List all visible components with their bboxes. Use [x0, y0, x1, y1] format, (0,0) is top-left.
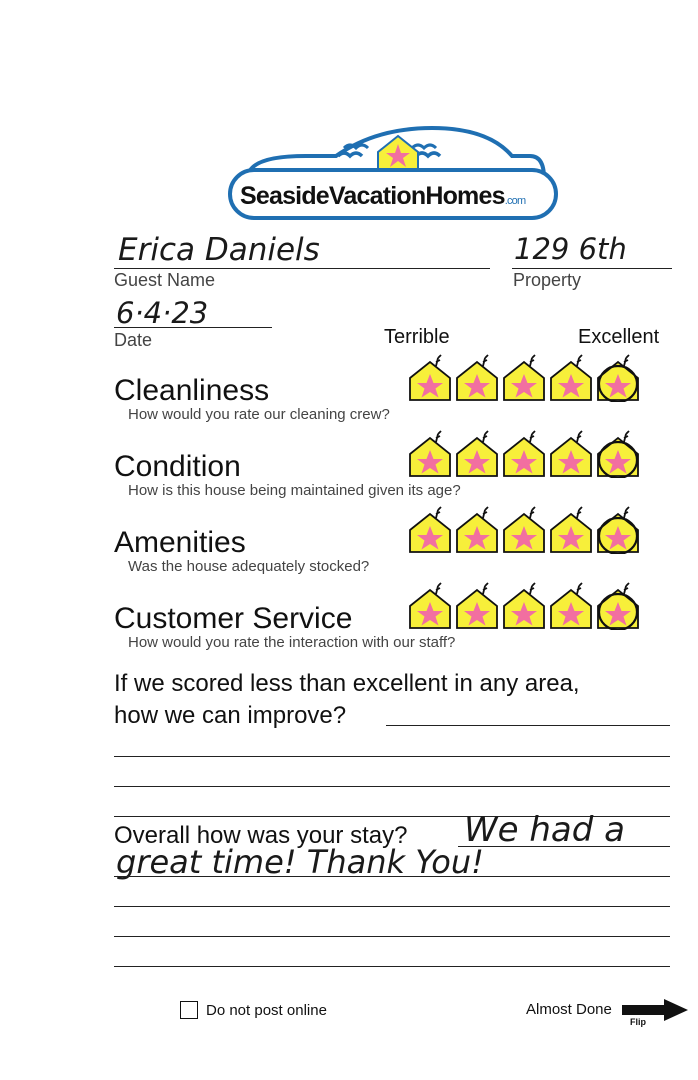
rating-star-house-icon[interactable] — [455, 352, 499, 402]
rating-subtitle: How would you rate our cleaning crew? — [128, 406, 390, 423]
logo-suffix: .com — [504, 195, 526, 207]
guest-name-line — [114, 268, 490, 269]
rating-title: Amenities — [114, 526, 246, 559]
rating-subtitle: How would you rate the interaction with our staff? — [128, 634, 456, 651]
rating-star-house-icon[interactable] — [549, 580, 593, 630]
improve-question-line2: how we can improve? — [114, 702, 347, 729]
logo-wordmark — [240, 182, 560, 214]
date-label: Date — [114, 330, 153, 350]
property-line — [512, 268, 672, 269]
rating-star-house-icon[interactable] — [596, 580, 640, 630]
rating-star-house-icon[interactable] — [596, 428, 640, 478]
rating-star-house-icon[interactable] — [502, 352, 546, 402]
rating-star-house-icon[interactable] — [408, 580, 452, 630]
overall-answer-rule-1 — [458, 846, 670, 847]
rating-star-house-icon[interactable] — [596, 504, 640, 554]
improve-answer-line-3[interactable] — [114, 786, 670, 787]
overall-question: Overall how was your stay? — [114, 822, 408, 849]
rating-title: Customer Service — [114, 602, 353, 635]
rating-star-house-icon[interactable] — [502, 504, 546, 554]
rating-title: Condition — [114, 450, 241, 483]
rating-star-house-icon[interactable] — [549, 428, 593, 478]
rating-star-house-icon[interactable] — [549, 352, 593, 402]
overall-answer-line2[interactable]: great time! Thank You! — [116, 843, 484, 881]
rating-star-house-icon[interactable] — [455, 580, 499, 630]
rating-star-house-icon[interactable] — [455, 428, 499, 478]
overall-answer-rule-2 — [114, 876, 670, 877]
property-value[interactable]: 129 6th — [514, 232, 627, 266]
do-not-post-checkbox[interactable] — [180, 1001, 198, 1019]
rating-star-house-icon[interactable] — [549, 504, 593, 554]
guest-name-value[interactable]: Erica Daniels — [118, 232, 320, 268]
guest-name-label: Guest Name — [114, 270, 216, 290]
do-not-post-label: Do not post online — [206, 1002, 327, 1019]
scale-low-label: Terrible — [384, 326, 450, 348]
logo-text: SeasideVacationHomes — [240, 182, 505, 210]
overall-answer-rule-4[interactable] — [114, 936, 670, 937]
rating-star-house-icon[interactable] — [408, 352, 452, 402]
rating-star-house-icon[interactable] — [408, 504, 452, 554]
rating-title: Cleanliness — [114, 374, 270, 407]
rating-star-house-icon[interactable] — [455, 504, 499, 554]
improve-answer-line-1[interactable] — [386, 725, 670, 726]
rating-subtitle: How is this house being maintained given its age? — [128, 482, 461, 499]
rating-star-house-icon[interactable] — [502, 428, 546, 478]
flip-label: Flip — [630, 1017, 646, 1027]
improve-question-line1: If we scored less than excellent in any area, — [114, 670, 580, 697]
date-value[interactable]: 6·4·23 — [116, 296, 209, 330]
almost-done-label: Almost Done — [526, 1001, 612, 1018]
overall-answer-line1[interactable]: We had a — [464, 810, 625, 850]
property-label: Property — [513, 270, 582, 290]
logo — [226, 126, 560, 222]
overall-answer-rule-3[interactable] — [114, 906, 670, 907]
scale-high-label: Excellent — [578, 326, 660, 348]
rating-star-house-icon[interactable] — [408, 428, 452, 478]
rating-star-house-icon[interactable] — [596, 352, 640, 402]
improve-answer-line-2[interactable] — [114, 756, 670, 757]
date-line — [114, 327, 272, 328]
rating-subtitle: Was the house adequately stocked? — [128, 558, 370, 575]
overall-answer-rule-5[interactable] — [114, 966, 670, 967]
rating-star-house-icon[interactable] — [502, 580, 546, 630]
